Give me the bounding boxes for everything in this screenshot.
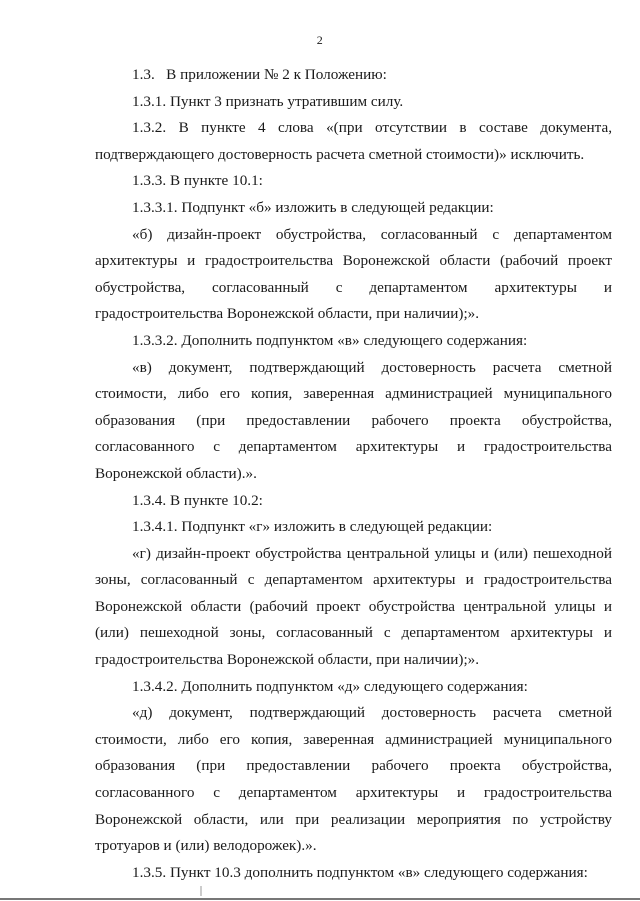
- document-body: [95, 62, 612, 886]
- paragraph-1-3-3-1: 1.3.3.1. Подпункт «б» изложить в следующей редакции:: [132, 198, 494, 216]
- paragraph-subitem-b: «б) дизайн-проект обустройства, согласованный с департаментом архитектуры и градостроительства Воронежской области (рабочий проект обустройства, согласованный с департаментом архитектуры и градостроительства Воронежской области, при наличии);».: [95, 225, 612, 323]
- scan-mark: [200, 886, 202, 896]
- paragraph-subitem-g: «г) дизайн-проект обустройства центральной улицы и (или) пешеходной зоны, согласованный с департаментом архитектуры и градостроительства Воронежской области (рабочий проект обустройства центральной улицы и (или) пешеходной зоны, согласованный с департаментом архитектуры и градостроительства Воронежской области, при наличии);».: [95, 544, 612, 669]
- paragraph-1-3-4-1: 1.3.4.1. Подпункт «г» изложить в следующей редакции:: [132, 518, 493, 536]
- page-number: 2: [316, 33, 324, 47]
- bottom-edge-line: [0, 898, 640, 900]
- paragraph-1-3: 1.3. В приложении № 2 к Положению:: [132, 66, 387, 83]
- paragraph-subitem-v: «в) документ, подтверждающий достоверность расчета сметной стоимости, либо его копия, заверенная администрацией муниципального образования (при предоставлении рабочего проекта обустройства, согласованного с департаментом архитектуры и градостроительства Воронежской области).».: [95, 358, 612, 482]
- paragraph-1-3-5: 1.3.5. Пункт 10.3 дополнить подпунктом «в» следующего содержания:: [132, 863, 588, 881]
- paragraph-1-3-2: 1.3.2. В пункте 4 слова «(при отсутствии в составе документа, подтверждающего достоверность расчета сметной стоимости)» исключить.: [95, 119, 612, 163]
- paragraph-1-3-4-2: 1.3.4.2. Дополнить подпунктом «д» следующего содержания:: [132, 677, 528, 695]
- paragraph-subitem-d: «д) документ, подтверждающий достоверность расчета сметной стоимости, либо его копия, заверенная администрацией муниципального образования (при предоставлении рабочего проекта обустройства, согласованного с департаментом архитектуры и градостроительства Воронежской области, или при реализации мероприятия по устройству тротуаров и (или) велодорожек).».: [95, 704, 612, 855]
- paragraph-1-3-3: 1.3.3. В пункте 10.1:: [132, 172, 263, 190]
- paragraph-1-3-4: 1.3.4. В пункте 10.2:: [132, 491, 263, 509]
- paragraph-1-3-3-2: 1.3.3.2. Дополнить подпунктом «в» следующего содержания:: [132, 331, 528, 349]
- paragraph-1-3-1: 1.3.1. Пункт 3 признать утратившим силу.: [132, 92, 404, 110]
